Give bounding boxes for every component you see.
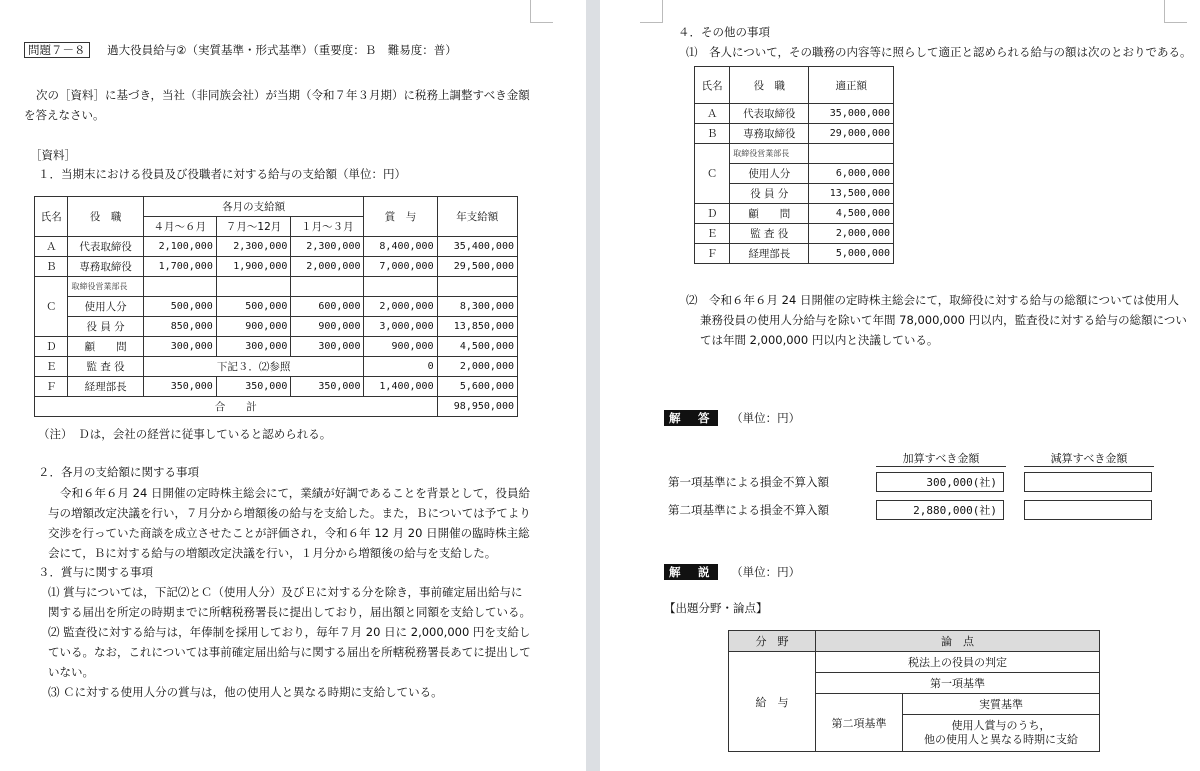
cell-position: 代表取締役 xyxy=(730,104,809,124)
table-row xyxy=(695,124,894,144)
item-number: ⑵ xyxy=(48,625,60,639)
cell-c-title: 取締役営業部長 xyxy=(68,277,143,297)
cell-merged-note: 下記３．⑵参照 xyxy=(143,357,364,377)
cell-p2: 2,300,000 xyxy=(216,237,291,257)
cell-annual: 35,400,000 xyxy=(437,237,517,257)
point-cell: 税法上の役員の判定 xyxy=(816,652,1100,673)
item-number: ⑴ xyxy=(48,585,60,599)
th-name: 氏名 xyxy=(35,197,68,237)
page-gutter xyxy=(586,0,600,771)
cell-name: Ｃ xyxy=(35,277,68,337)
cell-bonus: 8,400,000 xyxy=(364,237,437,257)
th-p2: ７月～12月 xyxy=(216,217,291,237)
cell-name: Ｄ xyxy=(695,204,730,224)
cell-p3: 2,000,000 xyxy=(291,257,364,277)
table-row xyxy=(35,297,518,317)
cell-position: 代表取締役 xyxy=(68,237,143,257)
cell-position: 監 査 役 xyxy=(730,224,809,244)
col-sub-header: 減算すべき金額 xyxy=(1024,450,1154,467)
sub-point-cell xyxy=(903,715,1100,752)
cell-name: Ｂ xyxy=(35,257,68,277)
cell-annual: 13,850,000 xyxy=(437,317,517,337)
th-amount: 適正額 xyxy=(809,67,894,104)
margin-corner xyxy=(640,0,663,23)
cell-name: Ｅ xyxy=(695,224,730,244)
point-cell: 第一項基準 xyxy=(816,673,1100,694)
th-name: 氏名 xyxy=(695,67,730,104)
table-row xyxy=(695,244,894,264)
cell-p1: 1,700,000 xyxy=(143,257,216,277)
cell-annual: 29,500,000 xyxy=(437,257,517,277)
table-row xyxy=(35,257,518,277)
cell-amount: 2,000,000 xyxy=(809,224,894,244)
answer-add-1: 300,000(社) xyxy=(876,472,1004,492)
cell-bonus: 3,000,000 xyxy=(364,317,437,337)
cell-position: 経理部長 xyxy=(730,244,809,264)
cell-c-title: 取締役営業部長 xyxy=(730,144,809,164)
section2-heading: ２．各月の支給額に関する事項 xyxy=(38,465,199,479)
explanation-label: 解 説 xyxy=(664,564,718,580)
sub-field-cell: 第二項基準 xyxy=(816,694,903,752)
section1-heading: １．当期末における役員及び役職者に対する給与の支給額（単位：円） xyxy=(38,167,406,181)
cell-amount: 13,500,000 xyxy=(809,184,894,204)
problem-header xyxy=(24,40,457,60)
problem-title: 問題７－８ xyxy=(24,42,90,58)
cell-position: 顧 問 xyxy=(730,204,809,224)
cell-bonus: 2,000,000 xyxy=(364,297,437,317)
cell-p1: 2,100,000 xyxy=(143,237,216,257)
margin-corner xyxy=(530,0,553,23)
page-right xyxy=(600,0,1200,771)
th-position: 役 職 xyxy=(730,67,809,104)
cell-name: Ｃ xyxy=(695,144,730,204)
explanation-header xyxy=(664,562,800,582)
cell-amount: 4,500,000 xyxy=(809,204,894,224)
cell-name: Ａ xyxy=(35,237,68,257)
cell-bonus: 1,400,000 xyxy=(364,377,437,397)
answer-sub-1 xyxy=(1024,472,1152,492)
cell-name: Ｆ xyxy=(35,377,68,397)
page-left xyxy=(0,0,586,771)
th-annual: 年支給額 xyxy=(437,197,517,237)
topic-table xyxy=(728,630,1100,752)
cell-annual: 2,000,000 xyxy=(437,357,517,377)
cell-p3: 300,000 xyxy=(291,337,364,357)
cell-annual: 8,300,000 xyxy=(437,297,517,317)
table-row xyxy=(695,204,894,224)
proper-amount-table xyxy=(694,66,894,264)
th-field: 分 野 xyxy=(729,631,816,652)
answer-header xyxy=(664,408,800,428)
cell-p2: 300,000 xyxy=(216,337,291,357)
cell-bonus: 0 xyxy=(364,357,437,377)
answer-unit: （単位：円） xyxy=(731,411,801,425)
cell-position: 経理部長 xyxy=(68,377,143,397)
field-cell: 給 与 xyxy=(729,652,816,752)
cell-p1: 350,000 xyxy=(143,377,216,397)
item-text: 監査役に対する給与は，年俸制を採用しており，毎年７月 20 日に 2,000,000 円を支給している。なお，これについては事前確定届出給与に関する届出を所轄税務署長あてに提出していない。 xyxy=(48,625,531,679)
cell-annual: 4,500,000 xyxy=(437,337,517,357)
item-text: Ｃに対する使用人分の賞与は，他の使用人と異なる時期に支給している。 xyxy=(63,685,443,699)
section2-body: 令和６年６月 24 日開催の定時株主総会にて，業績が好調であることを背景として，役員給与の増額改定決議を行い，７月分から増額後の給与を支給した。また，Ｂについては予てより交渉を行っていた商談を成立させたことが評価され，令和６年 12 月 20 日開催の臨時株主総会にて，Ｂに対する給与の増額改定決議を行い，１月分から増額後の給与を支給した。 xyxy=(48,486,531,560)
sub-point-cell: 実質基準 xyxy=(903,694,1100,715)
section4-heading: ４．その他の事項 xyxy=(678,25,770,39)
cell-name: Ｆ xyxy=(695,244,730,264)
cell-p3: 600,000 xyxy=(291,297,364,317)
section4-item2: ⑵ 令和６年６月 24 日開催の定時株主総会にて，取締役に対する給与の総額については使用人兼務役員の使用人分給与を除いて年間 78,000,000 円以内，監査役に対する給与の総額については年間 2,000,000 円以内と決議している。 xyxy=(686,293,1187,347)
problem-subtitle: 過大役員給与②（実質基準・形式基準）（重要度：Ｂ 難易度：普） xyxy=(107,43,457,57)
cell-position: 専務取締役 xyxy=(68,257,143,277)
table-row-c-title xyxy=(35,277,518,297)
section3-item xyxy=(48,582,532,622)
cell-bonus: 900,000 xyxy=(364,337,437,357)
th-p3: １月～３月 xyxy=(291,217,364,237)
explanation-unit: （単位：円） xyxy=(731,565,801,579)
cell-position: 使用人分 xyxy=(68,297,143,317)
cell-position: 使用人分 xyxy=(730,164,809,184)
section4-item1: ⑴ 各人について，その職務の内容等に照らして適正と認められる給与の額は次のとおりである。 xyxy=(686,45,1192,59)
table-row xyxy=(695,104,894,124)
th-p1: ４月～６月 xyxy=(143,217,216,237)
margin-corner xyxy=(1164,0,1187,23)
cell-amount: 5,000,000 xyxy=(809,244,894,264)
answer-sub-2 xyxy=(1024,500,1152,520)
problem-intro: 次の［資料］に基づき，当社（非同族会社）が当期（令和７年３月期）に税務上調整すべき金額を答えなさい。 xyxy=(24,88,530,122)
th-position: 役 職 xyxy=(68,197,143,237)
cell-name: Ｄ xyxy=(35,337,68,357)
cell-p2: 900,000 xyxy=(216,317,291,337)
th-monthly: 各月の支給額 xyxy=(143,197,364,217)
table-note: （注） Ｄは，会社の経営に従事していると認められる。 xyxy=(38,427,332,441)
table-row-c-title xyxy=(695,144,894,164)
cell-p3: 2,300,000 xyxy=(291,237,364,257)
sub-point-line: 使用人賞与のうち， xyxy=(951,719,1051,732)
cell-annual: 5,600,000 xyxy=(437,377,517,397)
cell-p2: 500,000 xyxy=(216,297,291,317)
cell-position: 専務取締役 xyxy=(730,124,809,144)
cell-position: 役 員 分 xyxy=(68,317,143,337)
total-label: 合 計 xyxy=(35,397,438,417)
total-value: 98,950,000 xyxy=(437,397,517,417)
th-bonus: 賞 与 xyxy=(364,197,437,237)
sub-point-line: 他の使用人と異なる時期に支給 xyxy=(924,733,1078,746)
table-row xyxy=(35,377,518,397)
item-text: 賞与については，下記⑵とＣ（使用人分）及びＥに対する分を除き，事前確定届出給与に関する届出を所定の時期までに所轄税務署長に提出しており，届出額と同額を支給している。 xyxy=(48,585,531,619)
cell-position: 顧 問 xyxy=(68,337,143,357)
cell-name: Ｅ xyxy=(35,357,68,377)
cell-amount: 29,000,000 xyxy=(809,124,894,144)
answer-label: 解 答 xyxy=(664,410,718,426)
cell-p2: 1,900,000 xyxy=(216,257,291,277)
section3-item xyxy=(48,622,532,682)
table-row xyxy=(35,337,518,357)
cell-position: 監 査 役 xyxy=(68,357,143,377)
table-row xyxy=(695,224,894,244)
material-label: ［資料］ xyxy=(30,148,76,162)
cell-position: 役 員 分 xyxy=(730,184,809,204)
section3-heading: ３．賞与に関する事項 xyxy=(38,565,153,579)
col-add-header: 加算すべき金額 xyxy=(876,450,1006,467)
cell-p3: 900,000 xyxy=(291,317,364,337)
answer-row-label: 第二項基準による損金不算入額 xyxy=(668,503,829,517)
cell-name: Ｂ xyxy=(695,124,730,144)
answer-add-2: 2,880,000(社) xyxy=(876,500,1004,520)
cell-name: Ａ xyxy=(695,104,730,124)
table-row xyxy=(35,317,518,337)
section3-item xyxy=(48,682,532,702)
cell-p1: 500,000 xyxy=(143,297,216,317)
salary-table xyxy=(34,196,518,417)
item-number: ⑶ xyxy=(48,685,60,699)
cell-p3: 350,000 xyxy=(291,377,364,397)
cell-p1: 300,000 xyxy=(143,337,216,357)
cell-bonus: 7,000,000 xyxy=(364,257,437,277)
table-row xyxy=(35,357,518,377)
cell-p2: 350,000 xyxy=(216,377,291,397)
cell-amount: 35,000,000 xyxy=(809,104,894,124)
cell-p1: 850,000 xyxy=(143,317,216,337)
table-row xyxy=(35,237,518,257)
topic-heading: 【出題分野・論点】 xyxy=(664,601,768,615)
answer-row-label: 第一項基準による損金不算入額 xyxy=(668,475,829,489)
table-total-row xyxy=(35,397,518,417)
cell-amount: 6,000,000 xyxy=(809,164,894,184)
th-point: 論 点 xyxy=(816,631,1100,652)
